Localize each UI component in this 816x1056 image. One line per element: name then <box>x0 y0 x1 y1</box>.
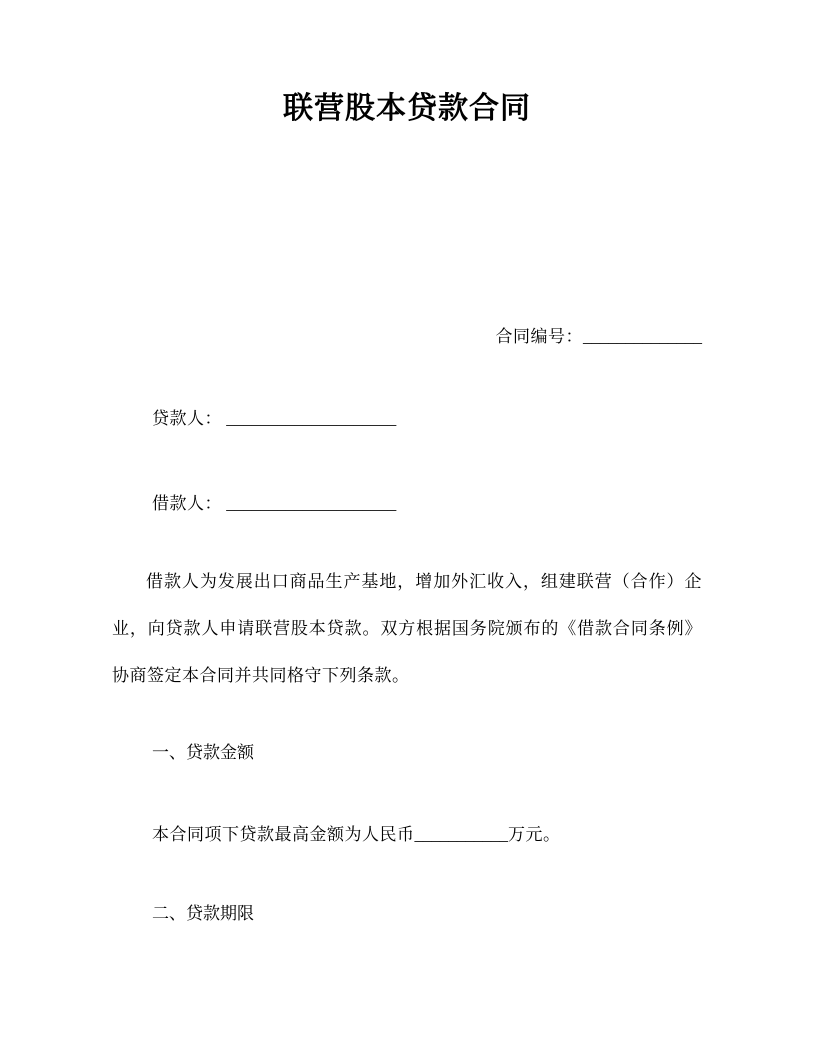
lender-line <box>112 410 702 428</box>
loan-amount-sentence <box>112 826 702 844</box>
contract-number-blank: ______________ <box>583 327 702 346</box>
amount-blank: ___________ <box>414 825 508 844</box>
lender-blank: ____________________ <box>226 409 397 428</box>
borrower-blank: ____________________ <box>226 494 397 513</box>
amount-suffix: 万元。 <box>508 825 561 844</box>
contract-number-line <box>112 328 702 346</box>
lender-label: 贷款人： <box>152 409 222 428</box>
intro-paragraph: 借款人为发展出口商品生产基地，增加外汇收入，组建联营（合作）企业，向贷款人申请联营股本贷款。双方根据国务院颁布的《借款合同条例》协商签定本合同并共同格守下列条款。 <box>112 572 702 685</box>
borrower-label: 借款人： <box>152 494 222 513</box>
contract-number-label: 合同编号： <box>495 327 583 346</box>
document-title: 联营股本贷款合同 <box>283 92 531 125</box>
borrower-line <box>112 495 702 513</box>
amount-prefix: 本合同项下贷款最高金额为人民币 <box>152 825 415 844</box>
section-2-heading: 二、贷款期限 <box>152 904 254 923</box>
section-1-heading: 一、贷款金额 <box>152 743 254 762</box>
